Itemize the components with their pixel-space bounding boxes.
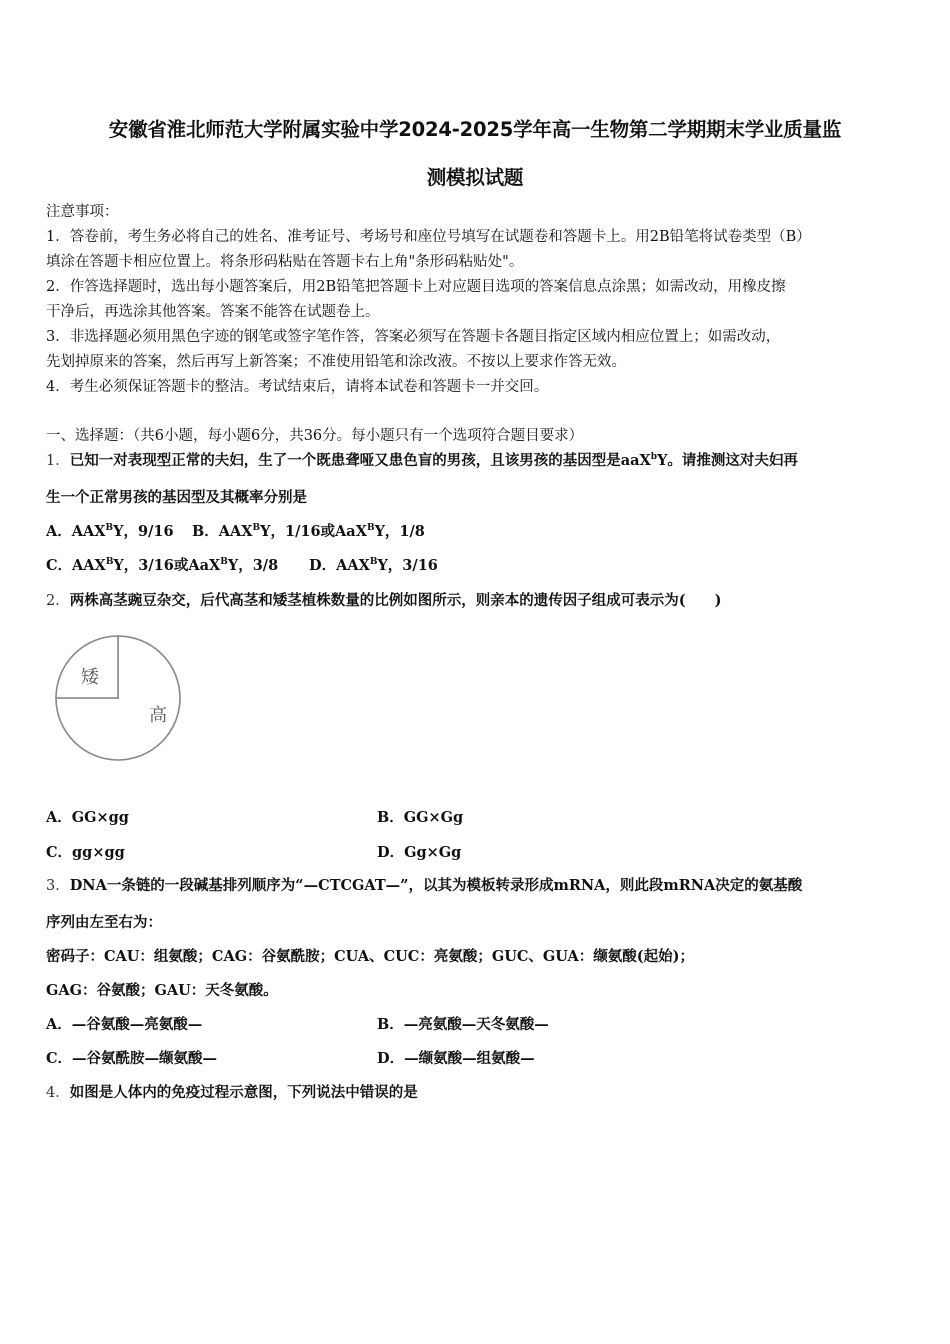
- q2-option-d[interactable]: D．Gg×Gg: [377, 844, 462, 861]
- genotype-superscript: b: [650, 452, 658, 462]
- option-text: Y，9/16: [113, 523, 174, 540]
- notice-line: 干净后，再选涂其他答案。答案不能答在试题卷上。: [46, 304, 380, 320]
- codon-table-line1: 密码子：CAU：组氨酸；CAG：谷氨酰胺；CUA、CUC：亮氨酸；GUC、GUA：缬氨酸(起始)；: [46, 948, 694, 965]
- q2-option-c[interactable]: C．gg×gg: [46, 844, 125, 861]
- question-3: [46, 877, 802, 895]
- notice-line: 4．考生必须保证答题卡的整洁。考试结束后，请将本试卷和答题卡一并交回。: [46, 379, 549, 395]
- option-text: AAX: [218, 523, 253, 540]
- q3-option-d[interactable]: D．—缬氨酸—组氨酸—: [377, 1050, 535, 1067]
- question-3-line2: 序列由左至右为：: [46, 914, 162, 931]
- question-number: 2．: [46, 593, 70, 609]
- option-text: AAX: [336, 557, 370, 574]
- notice-line: 2．作答选择题时，选出每小题答案后，用2B铅笔把答题卡上对应题目选项的答案信息点涂黑；如需改动，用橡皮擦: [46, 279, 786, 295]
- q1-option-b[interactable]: [192, 523, 425, 541]
- option-label: C．: [46, 557, 73, 574]
- option-text: Y，3/16: [377, 557, 438, 574]
- option-sup: B: [366, 523, 375, 533]
- question-text-end: Y。请推测这对夫妇再: [657, 452, 798, 469]
- codon-table-line2: GAG：谷氨酸；GAU：天冬氨酸。: [46, 982, 278, 999]
- question-4: [46, 1084, 418, 1102]
- option-text: Y，3/8: [227, 557, 279, 574]
- pie-chart: [50, 630, 186, 766]
- q1-option-c[interactable]: [46, 557, 278, 575]
- question-text: 如图是人体内的免疫过程示意图，下列说法中错误的是: [69, 1084, 418, 1101]
- option-text: AAX: [72, 557, 106, 574]
- question-text: 已知一对表现型正常的夫妇，生了一个既患聋哑又患色盲的男孩，且该男孩的基因型是: [69, 452, 621, 469]
- option-label: B．: [192, 523, 219, 540]
- q3-option-b[interactable]: B．—亮氨酸—天冬氨酸—: [377, 1016, 549, 1033]
- option-text: Y，3/16或AaX: [113, 557, 221, 574]
- pie-label-tall: 高: [149, 705, 168, 727]
- question-number: 3．: [46, 878, 70, 894]
- q3-option-c[interactable]: C．—谷氨酰胺—缬氨酸—: [46, 1050, 218, 1067]
- option-label: A．: [46, 523, 72, 540]
- option-sup: B: [252, 523, 261, 533]
- option-text: Y，1/16或AaX: [260, 523, 367, 540]
- q2-option-b[interactable]: B．GG×Gg: [377, 809, 464, 826]
- q3-option-a[interactable]: A．—谷氨酸—亮氨酸—: [46, 1016, 203, 1033]
- notice-line: 3．非选择题必须用黑色字迹的钢笔或签字笔作答，答案必须写在答题卡各题目指定区域内相应位置上；如需改动，: [46, 329, 781, 345]
- notice-line: 先划掉原来的答案，然后再写上新答案；不准使用铅笔和涂改液。不按以上要求作答无效。: [46, 354, 626, 370]
- option-text: AAX: [71, 523, 106, 540]
- question-1-line2: 生一个正常男孩的基因型及其概率分别是: [46, 489, 307, 506]
- notice-heading: 注意事项：: [46, 204, 119, 220]
- pie-label-short: 矮: [80, 666, 99, 688]
- option-sup: B: [220, 557, 228, 567]
- genotype-text: aaX: [620, 452, 651, 469]
- option-sup: B: [105, 523, 114, 533]
- option-text: Y，1/8: [374, 523, 425, 540]
- exam-title-line2: 测模拟试题: [426, 166, 524, 189]
- exam-title-line1: 安徽省淮北师范大学附属实验中学2024-2025学年高一生物第二学期期末学业质量监: [108, 118, 842, 141]
- question-2: [46, 592, 721, 610]
- question-text: 两株高茎豌豆杂交，后代高茎和矮茎植株数量的比例如图所示，则亲本的遗传因子组成可表示为( ): [69, 592, 722, 609]
- notice-line: 填涂在答题卡相应位置上。将条形码粘贴在答题卡右上角"条形码粘贴处"。: [46, 254, 524, 270]
- question-number: 4．: [46, 1085, 70, 1101]
- option-sup: B: [369, 557, 378, 567]
- q2-option-a[interactable]: A．GG×gg: [46, 809, 129, 826]
- q1-option-d[interactable]: [309, 557, 438, 575]
- option-label: D．: [309, 557, 337, 574]
- notice-line: 1．答卷前，考生务必将自己的姓名、准考证号、考场号和座位号填写在试题卷和答题卡上。用2B铅笔将试卷类型（B）: [46, 229, 811, 245]
- question-1: [46, 452, 798, 470]
- section-heading: 一、选择题：（共6小题，每小题6分，共36分。每小题只有一个选项符合题目要求）: [46, 428, 584, 444]
- option-sup: B: [105, 557, 114, 567]
- question-number: 1．: [46, 453, 70, 469]
- question-text: DNA一条链的一段碱基排列顺序为“—CTCGAT—”，以其为模板转录形成mRNA，则此段mRNA决定的氨基酸: [69, 877, 803, 894]
- q1-option-a[interactable]: [46, 523, 174, 541]
